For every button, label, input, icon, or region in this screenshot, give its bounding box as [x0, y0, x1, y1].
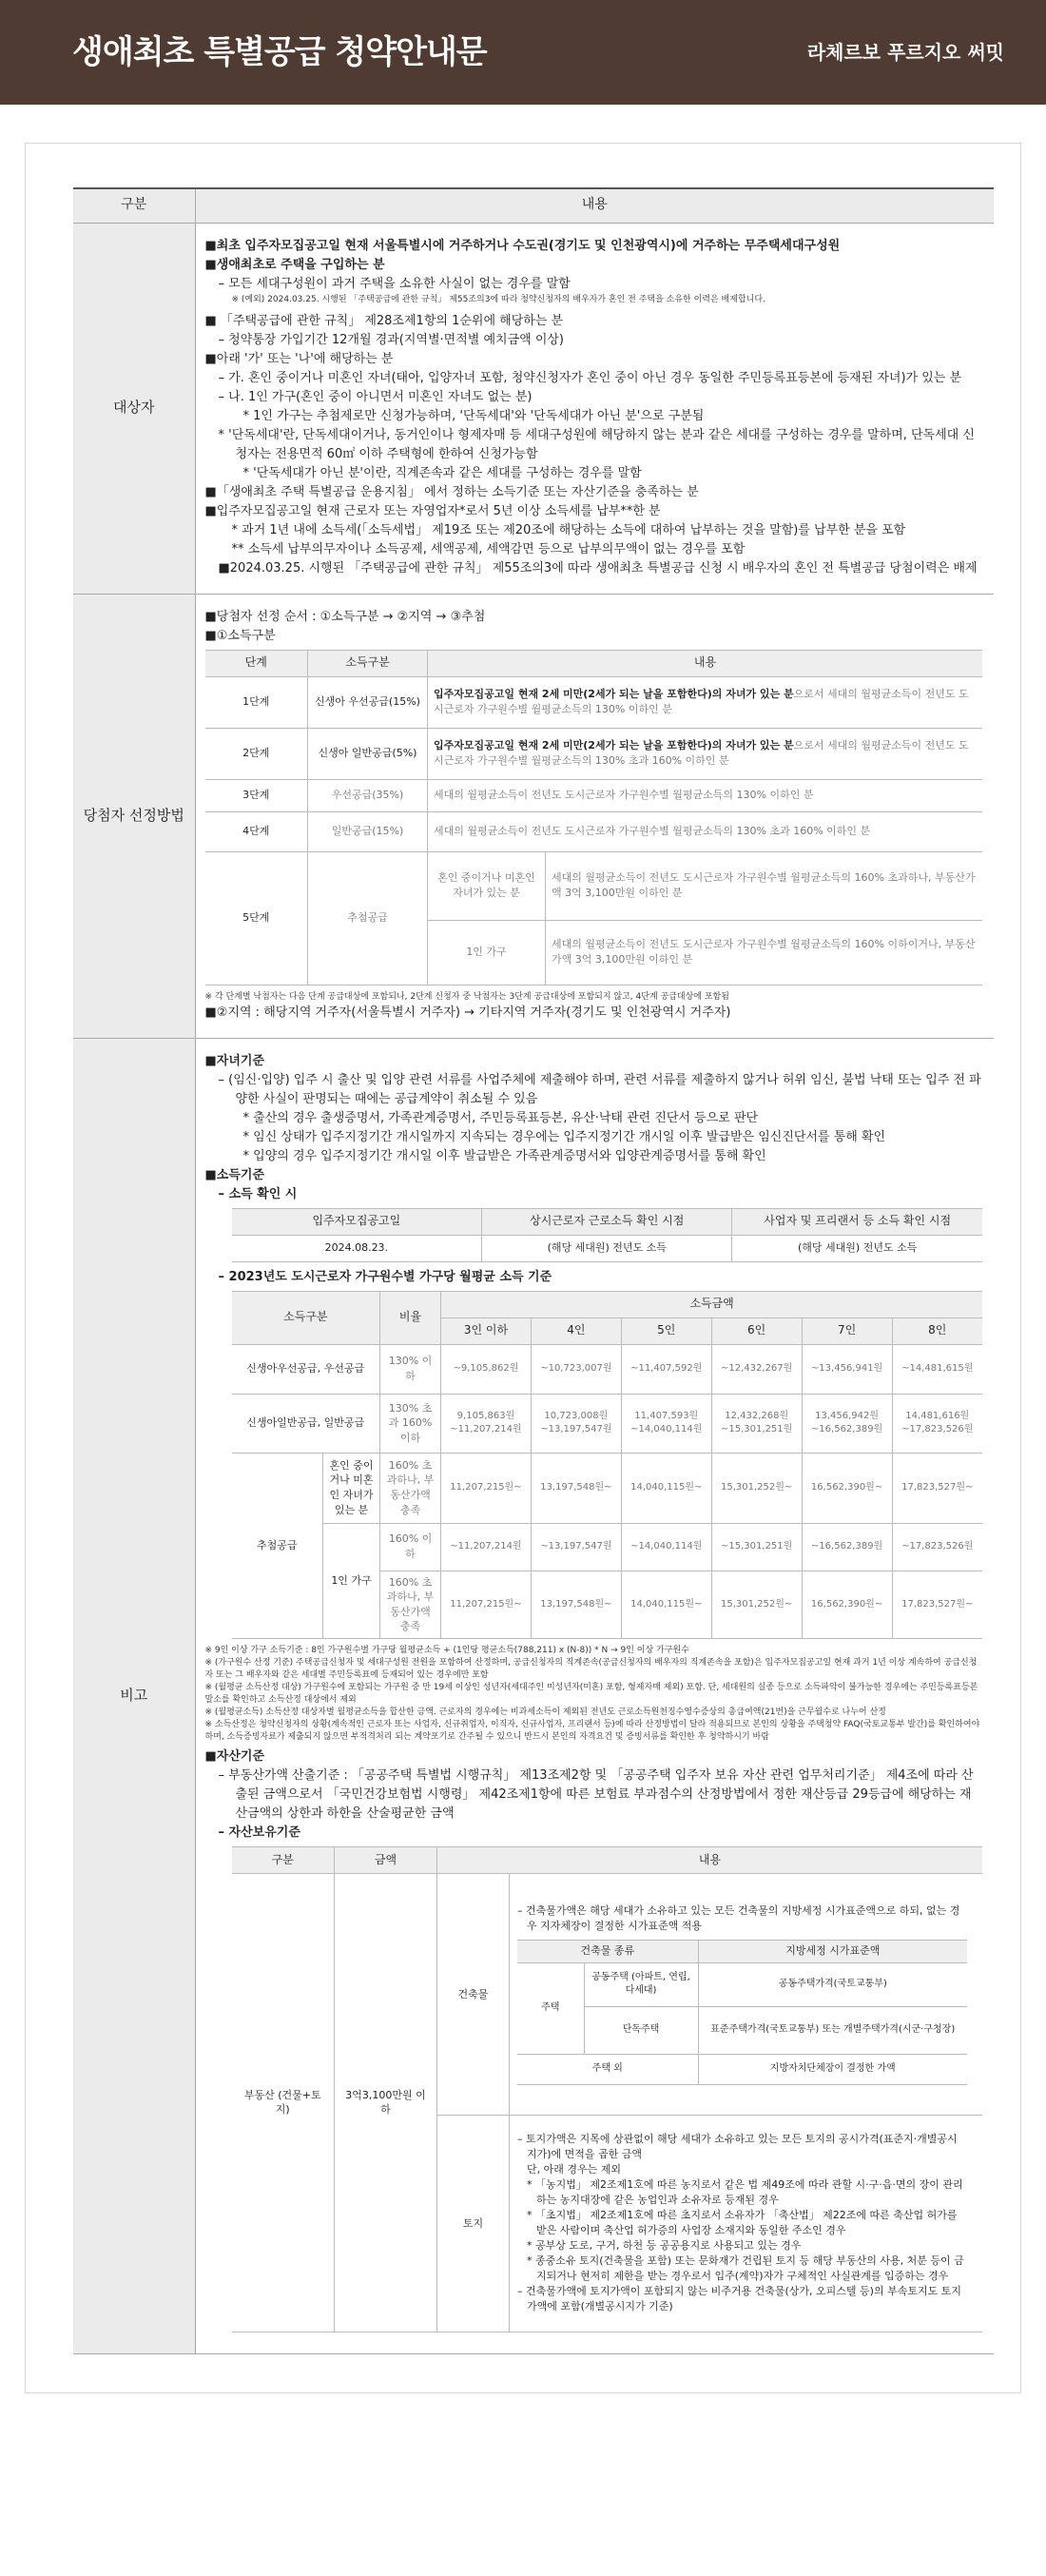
building-intro: – 건축물가액은 해당 세대가 소유하고 있는 모든 건축물의 지방세정 시가표준액으로 하되, 없는 경우 지자체장이 결정한 시가표준액 적용 [517, 1904, 960, 1932]
income-standard-table [232, 1291, 983, 1639]
eligibility-item: ■생애최초로 주택을 구입하는 분 [204, 257, 385, 272]
stage-content: 입주자모집공고일 현재 2세 미만(2세가 되는 날을 포함한다)의 자녀가 있는 분으로서 세대의 월평균소득이 전년도 도시근로자 가구원수별 월평균소득의 130% 초과 160% 이하인 분 [428, 728, 983, 779]
income-amount-cell: 16,562,390원~ [802, 1453, 892, 1523]
income-note: ※ (월평균 소득산정 대상) 가구원수에 포함되는 가구원 중 만 19세 이상인 성년자(세대주인 미성년자(미혼) 포함, 형제자매 제외) 포함. 단, 세대원의 실종 등으로 소득파악이 불가능한 경우에는 주민등록표등본 말소를 확인하고 소득산정 대상에서 제외 [204, 1682, 978, 1705]
building-type: 단독주택 [584, 2006, 698, 2054]
housing-label: 주택 [517, 1962, 584, 2054]
income-amount-cell: 16,562,390원~ [802, 1571, 892, 1638]
income-note: ※ 소득산정은 청약신청자의 상황(계속적인 근로자 또는 사업자, 신규취업자, 이직자, 신규사업자, 프리랜서 등)에 따라 산정방법이 달라 적용되므로 본인의 상황을 주택청약 FAQ(국토교통부 발간)를 확인하여야 하며, 소득증빙자료가 제출되지 않으면 부적격처리 되는 계약포기로 간주될 수 있으니 반드시 본인의 자격요건 및 증빙서류를 확인한 후 청약하시기 바람 [204, 1719, 980, 1742]
income-amount-cell: ~14,481,615원 [892, 1344, 982, 1394]
eligibility-row [73, 223, 994, 594]
remarks-row [73, 1038, 994, 2353]
stage-cell: 4단계 [205, 811, 308, 851]
household-size-header: 4인 [531, 1317, 621, 1344]
income-amount-cell: ~17,823,526원 [892, 1523, 982, 1571]
income-check-table [232, 1208, 983, 1262]
income-amount-cell: 10,723,008원 ~13,197,547원 [531, 1394, 621, 1453]
income-amount-cell: 12,432,268원 ~15,301,251원 [711, 1394, 802, 1453]
column-content: 내용 [195, 188, 994, 223]
eligibility-item: * 1인 가구는 추첨제로만 신청가능하며, '단독세대'와 '단독세대가 아닌 분'으로 구분됨 [242, 408, 705, 423]
building-label: 건축물 [437, 1873, 510, 2115]
remarks-label: 비고 [73, 1038, 195, 2353]
income-criteria-title: ■소득기준 [204, 1167, 265, 1182]
stage-content: 세대의 월평균소득이 전년도 도시근로자 가구원수별 월평균소득의 160% 초과하나, 부동산가액 3억 3,100만원 이하인 분 [546, 851, 983, 920]
asset-calc-basis: – 부동산가액 산출기준 : 「공공주택 특별법 시행규칙」 제13조제2항 및 「공공주택 입주자 보유 자산 관련 업무처리기준」 제4조에 따라 산출된 금액으로서 「국민건강보험법 시행령」 제42조제1항에 따른 보험료 부과점수의 산정방법에서 정한 재산등급 29등급에 해당하는 재산금액의 상한과 하한을 산술평균한 금액 [218, 1767, 974, 1821]
ratio-cell: 160% 초과하나, 부동산가액 충족 [380, 1453, 441, 1523]
income-amount-cell: ~9,105,862원 [441, 1344, 532, 1394]
eligibility-item: * '단독세대'란, 단독세대이거나, 동거인이나 형제자매 등 세대구성원에 해당하지 않는 분과 같은 세대를 구성하는 경우를 말하며, 단독세대 신청자는 전용면적 60㎡ 이하 주택형에 한하여 신청가능함 [218, 427, 975, 461]
selection-label: 당첨자 선정방법 [73, 594, 195, 1038]
eligibility-item: ■「생애최초 주택 특별공급 운용지침」 에서 정하는 소득기준 또는 자산기준을 충족하는 분 [204, 484, 699, 499]
income-note: ※ 9인 이상 가구 소득기준 : 8인 가구원수별 가구당 월평균소득 + (1인당 평균소득(788,211) x (N-8)) * N → 9인 이상 가구원수 [204, 1645, 689, 1655]
income-amount-cell: 9,105,863원 ~11,207,214원 [441, 1394, 532, 1453]
land-item: * 「초지법」 제2조제1호에 따른 초지로서 소유자가 「축산법」 제22조에 따른 축산업 허가를 받은 사람이며 축산업 허가증의 사업장 소재지와 동일한 주소인 경우 [527, 2209, 958, 2237]
asset-table [232, 1846, 983, 2332]
asset-content-header: 내용 [437, 1846, 983, 1873]
ratio-cell: 130% 초과 160% 이하 [380, 1394, 441, 1453]
guide-table [73, 187, 994, 2354]
business-income-header: 사업자 및 프리랜서 등 소득 확인 시점 [732, 1208, 982, 1235]
eligibility-item: – 나. 1인 가구(혼인 중이 아니면서 미혼인 자녀도 없는 분) [218, 389, 533, 404]
guide-sheet [25, 143, 1021, 2393]
income-type-cell: 신생아우선공급, 우선공급 [232, 1344, 380, 1394]
asset-amount: 3억3,100만원 이하 [335, 1873, 437, 2332]
income-amount-cell: 14,481,616원 ~17,823,526원 [892, 1394, 982, 1453]
income-amount-cell: ~13,456,941원 [802, 1344, 892, 1394]
eligibility-label: 대상자 [73, 223, 195, 594]
income-type-header: 소득구분 [232, 1291, 380, 1344]
content-header: 내용 [428, 650, 983, 676]
child-criteria-item: * 입양의 경우 입주지정기간 개시일 이후 발급받은 가족관계증명서와 입양관계증명서를 통해 확인 [242, 1148, 766, 1163]
income-amount-cell: 15,301,252원~ [711, 1571, 802, 1638]
income-amount-cell: ~10,723,007원 [531, 1344, 621, 1394]
land-item: * 종중소유 토지(건축물을 포함) 또는 문화재가 건립된 토지 등 해당 부동산의 사용, 처분 등이 금지되거나 현저히 제한을 받는 경우로서 입주(계약)자가 구체적인 사실관계를 입증하는 경우 [527, 2254, 964, 2283]
income-type-cell: 신생아 일반공급(5%) [308, 728, 428, 779]
household-size-header: 5인 [621, 1317, 711, 1344]
asset-amount-header: 금액 [335, 1846, 437, 1873]
eligibility-list [205, 237, 983, 578]
household-size-header: 8인 [892, 1317, 982, 1344]
income-amount-cell: ~11,407,592원 [621, 1344, 711, 1394]
income-amount-cell: 11,207,215원~ [441, 1571, 532, 1638]
eligibility-item: ■최초 입주자모집공고일 현재 서울특별시에 거주하거나 수도권(경기도 및 인천광역시)에 거주하는 무주택세대구성원 [204, 238, 841, 253]
building-type-header: 건축물 종류 [517, 1940, 698, 1962]
income-type-cell: 추첨공급 [308, 851, 428, 985]
stage-cell: 5단계 [205, 851, 308, 985]
asset-table-title: – 자산보유기준 [218, 1825, 300, 1840]
income-note: ※ (월평균소득) 소득산정 대상자별 월평균소득을 합산한 금액. 근로자의 경우에는 비과세소득이 제외된 전년도 근로소득원천징수영수증상의 총급여액(21번)을 근무월수로 나누어 산정 [204, 1707, 886, 1717]
income-amount-cell: ~15,301,251원 [711, 1523, 802, 1571]
stage-table [205, 650, 983, 986]
eligibility-item: ■아래 '가' 또는 '나'에 해당하는 분 [204, 351, 394, 366]
eligibility-item: ■ 「주택공급에 관한 규칙」 제28조제1항의 1순위에 해당하는 분 [204, 313, 564, 328]
ratio-cell: 160% 이하 [380, 1523, 441, 1571]
lottery-subgroup: 혼인 중이거나 미혼인 자녀가 있는 분 [428, 851, 546, 920]
region-priority: ■②지역 : 해당지역 거주자(서울특별시 거주자) → 기타지역 거주자(경기도 및 인천광역시 거주자) [204, 1005, 731, 1020]
stage-header: 단계 [205, 650, 308, 676]
income-amount-cell: 14,040,115원~ [621, 1571, 711, 1638]
asset-type: 부동산 (건물+토지) [232, 1873, 335, 2332]
stage-note: ※ 각 단계별 낙첨자는 다음 단계 공급대상에 포함되나, 2단계 신청자 중 낙첨자는 3단계 공급대상에 포함되지 않고, 4단계 공급대상에 포함됨 [204, 991, 729, 1002]
eligibility-item: – 모든 세대구성원이 과거 주택을 소유한 사실이 없는 경우를 말함 [218, 276, 571, 291]
standard-price: 공동주택가격(국토교통부) [698, 1962, 967, 2006]
ratio-header: 비율 [380, 1291, 441, 1344]
household-size-header: 6인 [711, 1317, 802, 1344]
standard-price: 표준주택가격(국토교통부) 또는 개별주택가격(시군·구청장) [698, 2006, 967, 2054]
land-label: 토지 [437, 2115, 510, 2332]
income-amount-cell: 14,040,115원~ [621, 1453, 711, 1523]
income-type-cell: 신생아일반공급, 일반공급 [232, 1394, 380, 1453]
income-type-cell: 신생아 우선공급(15%) [308, 676, 428, 728]
standard-price: 지방자치단체장이 결정한 가액 [698, 2054, 967, 2084]
child-criteria-item: – (임신·입양) 입주 시 출산 및 입양 관련 서류를 사업주체에 제출해야 하며, 관련 서류를 제출하지 않거나 허위 임신, 불법 낙태 또는 입주 전 파양한 사실이 판명되는 때에는 공급계약이 취소될 수 있음 [218, 1072, 981, 1106]
asset-type-header: 구분 [232, 1846, 335, 1873]
standard-price-header: 지방세정 시가표준액 [698, 1940, 967, 1962]
eligibility-item: – 청약통장 가입기간 12개월 경과(지역별·면적별 예치금액 이상) [218, 332, 565, 347]
income-type-cell: 우선공급(35%) [308, 779, 428, 811]
income-amount-cell: 17,823,527원~ [892, 1571, 982, 1638]
land-item: * 「농지법」 제2조제1호에 따른 농지로서 같은 법 제49조에 따라 관할 시·구·읍·면의 장이 관리하는 농지대장에 같은 농업인과 소유자로 등재된 경우 [527, 2178, 963, 2207]
lottery-cell: 추첨공급 [232, 1453, 323, 1638]
income-amount-cell: 13,197,548원~ [531, 1571, 621, 1638]
income-amount-cell: 13,456,942원 ~16,562,389원 [802, 1394, 892, 1453]
lottery-subgroup: 혼인 중이거나 미혼인 자녀가 있는 분 [323, 1453, 380, 1523]
building-type: 공동주택 (아파트, 연립, 다세대) [584, 1962, 698, 2006]
worker-income-header: 상시근로자 근로소득 확인 시점 [482, 1208, 732, 1235]
income-amount-cell: 11,407,593원 ~14,040,114원 [621, 1394, 711, 1453]
household-size-header: 3인 이하 [441, 1317, 532, 1344]
building-type: 주택 외 [517, 2054, 698, 2084]
page-header [0, 0, 1046, 105]
income-type-header: 소득구분 [308, 650, 428, 676]
income-note: ※ (가구원수 산정 기준) 주택공급신청자 및 세대구성원 전원을 포함하여 산정하며, 공급신청자의 직계존속(공급신청자의 배우자의 직계존속을 포함)은 입주자모집공고일 현재 과거 1년 이상 계속하여 공급신청자 또는 그 배우자와 같은 세대별 주민등록표에 등재되어 있는 경우에만 포함 [204, 1657, 978, 1680]
notice-date: 2024.08.23. [232, 1235, 482, 1261]
ratio-cell: 160% 초과하나, 부동산가액 충족 [380, 1571, 441, 1638]
eligibility-item: ■2024.03.25. 시행된 「주택공급에 관한 규칙」 제55조의3에 따라 생애최초 특별공급 신청 시 배우자의 혼인 전 특별공급 당첨이력은 배제 [218, 560, 978, 576]
income-amount-cell: ~13,197,547원 [531, 1523, 621, 1571]
selection-order: ■당첨자 선정 순서 : ①소득구분 → ②지역 → ③추첨 [204, 609, 486, 624]
income-amount-cell: 13,197,548원~ [531, 1453, 621, 1523]
brand-name: 라체르보 푸르지오 써밋 [806, 40, 1004, 64]
income-amount-cell: ~11,207,214원 [441, 1523, 532, 1571]
stage-cell: 3단계 [205, 779, 308, 811]
eligibility-item: * 과거 1년 내에 소득세(「소득세법」 제19조 또는 제20조에 해당하는 소득에 대하여 납부하는 것을 말함)를 납부한 분을 포함 [231, 522, 906, 537]
income-amount-cell: ~16,562,389원 [802, 1523, 892, 1571]
eligibility-item: ※ (예외) 2024.03.25. 시행된 「주택공급에 관한 규칙」 제55조의3에 따라 청약신청자의 배우자가 혼인 전 주택을 소유한 이력은 배제합니다. [231, 294, 765, 304]
income-amount-cell: 15,301,252원~ [711, 1453, 802, 1523]
eligibility-item: * '단독세대가 아닌 분'이란, 직계존속과 같은 세대를 구성하는 경우를 말함 [242, 465, 642, 480]
ratio-cell: 130% 이하 [380, 1344, 441, 1394]
stage-content: 입주자모집공고일 현재 2세 미만(2세가 되는 날을 포함한다)의 자녀가 있는 분으로서 세대의 월평균소득이 전년도 도시근로자 가구원수별 월평균소득의 130% 이하인 분 [428, 676, 983, 728]
income-table-title: – 2023년도 도시근로자 가구원수별 가구당 월평균 소득 기준 [218, 1269, 552, 1284]
stage-content: 세대의 월평균소득이 전년도 도시근로자 가구원수별 월평균소득의 160% 이하이거나, 부동산가액 3억 3,100만원 이하인 분 [546, 920, 983, 985]
income-category-title: ■①소득구분 [204, 628, 276, 643]
income-amount-cell: ~14,040,114원 [621, 1523, 711, 1571]
eligibility-item: – 가. 혼인 중이거나 미혼인 자녀(태아, 입양자녀 포함, 청약신청자가 혼인 중이 아닌 경우 동일한 주민등록표등본에 등재된 자녀)가 있는 분 [218, 370, 962, 385]
land-item: – 토지가액은 지목에 상관없이 해당 세대가 소유하고 있는 모든 토지의 공시가격(표준지·개별공시지가)에 면적을 곱한 금액 [517, 2133, 958, 2161]
lottery-subgroup: 1인 가구 [428, 920, 546, 985]
selection-row [73, 594, 994, 1038]
child-criteria-item: * 출산의 경우 출생증명서, 가족관계증명서, 주민등록표등본, 유산·낙태 관련 진단서 등으로 판단 [242, 1110, 759, 1125]
land-list [517, 2132, 967, 2314]
land-item: – 건축물가액에 토지가액이 포함되지 않는 비주거용 건축물(상가, 오피스텔 등)의 부속토지도 토지가액에 포함(개별공시지가 기준) [517, 2285, 961, 2313]
child-criteria-item: * 임신 상태가 입주지정기간 개시일까지 지속되는 경우에는 입주지정기간 개시일 이후 발급받은 임신진단서를 통해 확인 [242, 1129, 886, 1144]
child-criteria-title: ■자녀기준 [204, 1053, 265, 1068]
stage-cell: 2단계 [205, 728, 308, 779]
asset-criteria-title: ■자산기준 [204, 1748, 265, 1764]
income-amount-cell: ~12,432,267원 [711, 1344, 802, 1394]
business-income-basis: (해당 세대원) 전년도 소득 [732, 1235, 982, 1261]
stage-cell: 1단계 [205, 676, 308, 728]
worker-income-basis: (해당 세대원) 전년도 소득 [482, 1235, 732, 1261]
household-size-header: 7인 [802, 1317, 892, 1344]
income-type-cell: 일반공급(15%) [308, 811, 428, 851]
income-amount-cell: 11,207,215원~ [441, 1453, 532, 1523]
child-criteria-list [205, 1071, 983, 1166]
income-notes [205, 1645, 983, 1744]
land-item: * 공부상 도로, 구거, 하천 등 공공용지로 사용되고 있는 경우 [527, 2239, 802, 2253]
amount-header: 소득금액 [441, 1291, 983, 1317]
stage-content: 세대의 월평균소득이 전년도 도시근로자 가구원수별 월평균소득의 130% 초과 160% 이하인 분 [428, 811, 983, 851]
eligibility-item: ** 소득세 납부의무자이나 소득공제, 세액공제, 세액감면 등으로 납부의무액이 없는 경우를 포함 [231, 541, 746, 556]
building-table [517, 1940, 967, 2085]
column-category: 구분 [73, 188, 195, 223]
page-title: 생애최초 특별공급 청약안내문 [72, 32, 487, 71]
income-amount-cell: 17,823,527원~ [892, 1453, 982, 1523]
stage-content: 세대의 월평균소득이 전년도 도시근로자 가구원수별 월평균소득의 130% 이하인 분 [428, 779, 983, 811]
eligibility-item: ■입주자모집공고일 현재 근로자 또는 자영업자*로서 5년 이상 소득세를 납부**한 분 [204, 503, 661, 518]
income-check-title: – 소득 확인 시 [218, 1186, 298, 1201]
land-item: 단, 아래 경우는 제외 [527, 2163, 621, 2176]
notice-date-header: 입주자모집공고일 [232, 1208, 482, 1235]
lottery-subgroup: 1인 가구 [323, 1523, 380, 1638]
